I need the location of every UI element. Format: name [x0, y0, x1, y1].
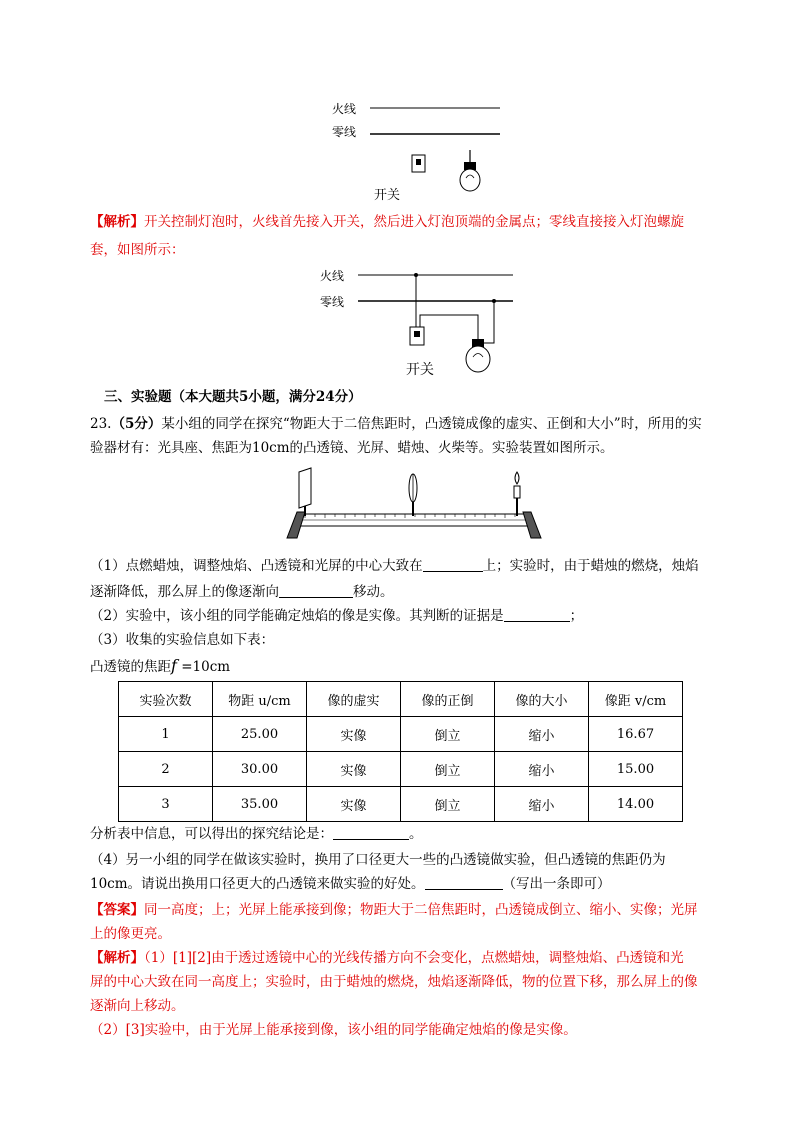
part-1-text: （1）点燃蜡烛，调整烛焰、凸透镜和光屏的中心大致在 [90, 558, 423, 574]
circuit-diagram [330, 98, 510, 202]
neutral-wire-label: 零线 [332, 125, 357, 139]
switch-label: 开关 [374, 188, 401, 203]
focal-unit: cm [209, 659, 231, 675]
answer-tag: 【答案】 [90, 902, 144, 918]
conclusion-text: 分析表中信息，可以得出的探究结论是： [90, 826, 333, 842]
conclusion-line [90, 824, 423, 844]
part-1-text-cont: 上；实验时，由于蜡烛的燃烧，烛焰 [482, 558, 699, 574]
table-cell: 缩小 [495, 787, 589, 822]
analysis-paragraph-2-line2: 屏的中心大致在同一高度上；实验时，由于蜡烛的燃烧，烛焰逐渐降低，物的位置下移，那么屏上的像 [90, 974, 698, 990]
table-cell: 30.00 [213, 752, 307, 787]
table-header-cell: 物距 u/cm [213, 682, 307, 717]
table-header-cell: 实验次数 [119, 682, 213, 717]
analysis-paragraph-2 [90, 948, 684, 968]
answer-blank-1[interactable] [423, 557, 483, 572]
table-cell: 35.00 [213, 787, 307, 822]
question-part-3: （3）收集的实验信息如下表： [90, 632, 275, 648]
analysis-tag: 【解析】 [90, 950, 144, 966]
question-score: （5分） [111, 416, 162, 432]
analysis-paragraph-2-line4: （2）[3]实验中，由于光屏上能承接到像，该小组的同学能确定烛焰的像是实像。 [90, 1022, 577, 1038]
part-1-text-2: 逐渐降低，那么屏上的像逐渐向 [90, 584, 279, 600]
table-row [119, 752, 683, 787]
answer-blank-4[interactable] [333, 825, 409, 840]
experiment-data-table [118, 681, 683, 822]
table-cell: 15.00 [589, 752, 683, 787]
switch-label: 开关 [406, 362, 434, 378]
focal-symbol: f [171, 656, 177, 675]
part-1-text-3: 移动。 [353, 584, 394, 600]
circuit-diagram [318, 265, 518, 383]
table-cell: 3 [119, 787, 213, 822]
analysis-paragraph-1 [90, 212, 684, 232]
table-cell: 缩小 [495, 717, 589, 752]
part-4-text: 10cm。请说出换用口径更大的凸透镜来做实验的好处。 [90, 876, 425, 892]
section-heading: 三、实验题（本大题共5小题，满分24分） [104, 389, 362, 405]
focal-length-line [90, 656, 230, 677]
question-text: 某小组的同学在探究“物距大于二倍焦距时，凸透镜成像的虚实、正倒和大小”时，所用的实 [161, 416, 702, 432]
table-cell: 实像 [307, 787, 401, 822]
table-header-cell: 像的大小 [495, 682, 589, 717]
table-row [119, 717, 683, 752]
part-4-note: （写出一条即可） [502, 876, 611, 892]
answer-blank-5[interactable] [425, 875, 503, 890]
question-part-4-cont [90, 874, 611, 894]
analysis-text: （1）[1][2]由于透过透镜中心的光线传播方向不会变化，点燃蜡烛，调整烛焰、凸透镜和光 [144, 950, 684, 966]
question-part-1-cont [90, 582, 394, 602]
analysis-paragraph-1-cont: 套，如图所示： [90, 242, 185, 258]
question-number: 23. [90, 416, 112, 432]
table-header-cell: 像的正倒 [401, 682, 495, 717]
question-part-4: （4）另一小组的同学在做该实验时，换用了口径更大一些的凸透镜做实验，但凸透镜的焦距仍为 [90, 852, 666, 868]
table-cell: 倒立 [401, 717, 495, 752]
question-part-2 [90, 606, 583, 626]
optical-bench-figure [285, 464, 545, 550]
question-23-stem [90, 414, 702, 434]
question-23-stem-cont: 验器材有：光具座、焦距为10cm的凸透镜、光屏、蜡烛、火柴等。实验装置如图所示。 [90, 440, 614, 456]
neutral-wire-label: 零线 [320, 295, 345, 309]
question-part-1 [90, 556, 699, 576]
answer-blank-3[interactable] [504, 607, 570, 622]
circuit-figure-wired [318, 265, 518, 383]
table-cell: 2 [119, 752, 213, 787]
live-wire-label: 火线 [332, 102, 357, 116]
table-header-cell: 像的虚实 [307, 682, 401, 717]
table-cell: 实像 [307, 752, 401, 787]
table-cell: 16.67 [589, 717, 683, 752]
table-cell: 缩小 [495, 752, 589, 787]
table-cell: 实像 [307, 717, 401, 752]
table-cell: 1 [119, 717, 213, 752]
table-cell: 14.00 [589, 787, 683, 822]
part-2-text: （2）实验中，该小组的同学能确定烛焰的像是实像。其判断的证据是 [90, 608, 504, 624]
answer-blank-2[interactable] [279, 583, 353, 598]
table-row [119, 787, 683, 822]
table-cell: 倒立 [401, 787, 495, 822]
analysis-text-line: 开关控制灯泡时，火线首先接入开关，然后进入灯泡顶端的金属点；零线直接接入灯泡螺旋 [144, 214, 684, 230]
live-wire-label: 火线 [320, 269, 345, 283]
analysis-tag: 【解析】 [90, 214, 144, 230]
answer-paragraph [90, 900, 698, 920]
answer-paragraph-cont: 上的像更亮。 [90, 926, 171, 942]
focal-value: =10 [176, 659, 210, 675]
table-cell: 25.00 [213, 717, 307, 752]
table-cell: 倒立 [401, 752, 495, 787]
focal-length-label: 凸透镜的焦距 [90, 659, 171, 675]
answer-text: 同一高度；上；光屏上能承接到像；物距大于二倍焦距时，凸透镜成倒立、缩小、实像；光屏 [144, 902, 698, 918]
conclusion-end: 。 [409, 826, 423, 842]
table-header-row [119, 682, 683, 717]
part-2-text-end: ； [569, 608, 584, 624]
circuit-figure-unwired [330, 98, 510, 202]
table-header-cell: 像距 v/cm [589, 682, 683, 717]
analysis-paragraph-2-line3: 逐渐向上移动。 [90, 998, 185, 1014]
